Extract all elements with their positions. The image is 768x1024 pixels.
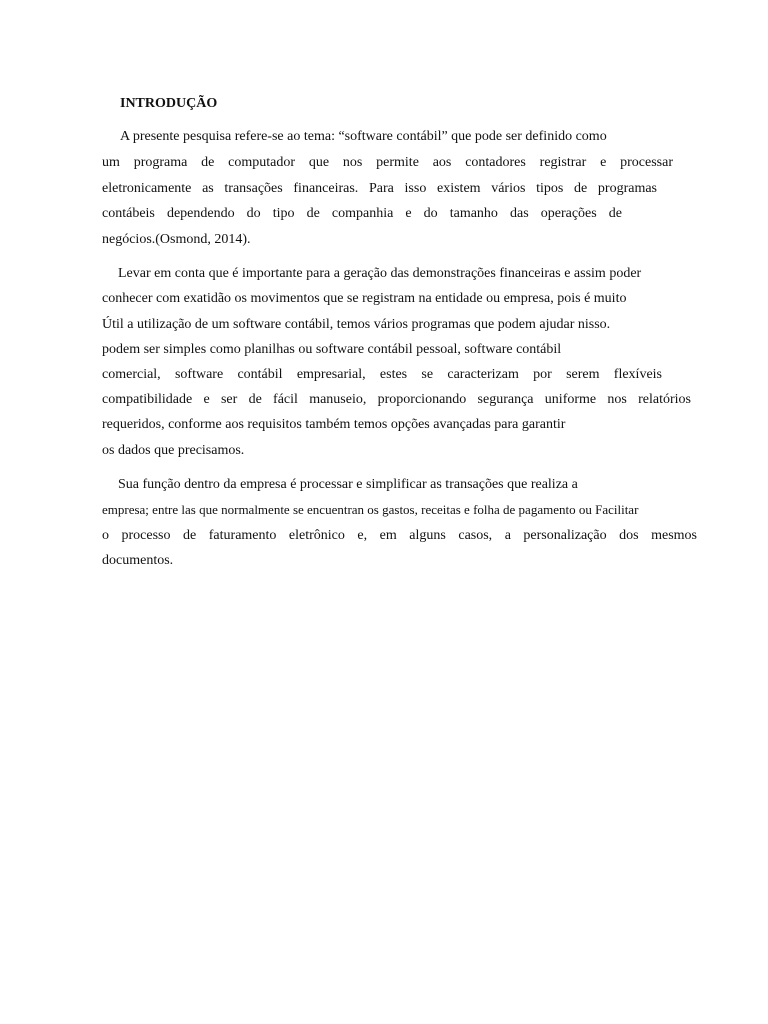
paragraph-2-line-6: compatibilidade e ser de fácil manuseio, proporcionando segurança uniforme nos relatórios <box>102 392 691 407</box>
paragraph-3-line-4: documentos. <box>102 553 174 568</box>
paragraph-2-line-5: comercial, software contábil empresarial, estes se caracterizam por serem flexíveis <box>102 367 662 382</box>
document-heading: INTRODUÇÃO <box>120 96 218 111</box>
paragraph-3-line-1: Sua função dentro da empresa é processar e simplificar as transações que realiza a <box>118 477 578 492</box>
paragraph-2-line-7: requeridos, conforme aos requisitos também temos opções avançadas para garantir <box>102 417 566 432</box>
paragraph-2-line-4: podem ser simples como planilhas ou software contábil pessoal, software contábil <box>102 342 562 357</box>
paragraph-2-line-2: conhecer com exatidão os movimentos que se registram na entidade ou empresa, pois é muito <box>102 291 627 306</box>
paragraph-1-line-1: A presente pesquisa refere-se ao tema: “software contábil” que pode ser definido como <box>120 129 607 144</box>
paragraph-1-line-4: contábeis dependendo do tipo de companhia e do tamanho das operações de <box>102 206 622 221</box>
paragraph-1-line-3: eletronicamente as transações financeiras. Para isso existem vários tipos de programas <box>102 181 657 196</box>
paragraph-2-line-1: Levar em conta que é importante para a geração das demonstrações financeiras e assim poder <box>118 266 642 281</box>
paragraph-1-line-2: um programa de computador que nos permite aos contadores registrar e processar <box>102 155 673 170</box>
paragraph-2-line-3: Útil a utilização de um software contábil, temos vários programas que podem ajudar nisso. <box>102 317 611 332</box>
paragraph-1-line-5: negócios.(Osmond, 2014). <box>102 232 251 247</box>
paragraph-3-line-2: empresa; entre las que normalmente se encuentran os gastos, receitas e folha de pagamento ou Facilitar <box>102 502 639 517</box>
paragraph-2-line-8: os dados que precisamos. <box>102 443 245 458</box>
paragraph-3-line-3: o processo de faturamento eletrônico e, em alguns casos, a personalização dos mesmos <box>102 528 697 543</box>
